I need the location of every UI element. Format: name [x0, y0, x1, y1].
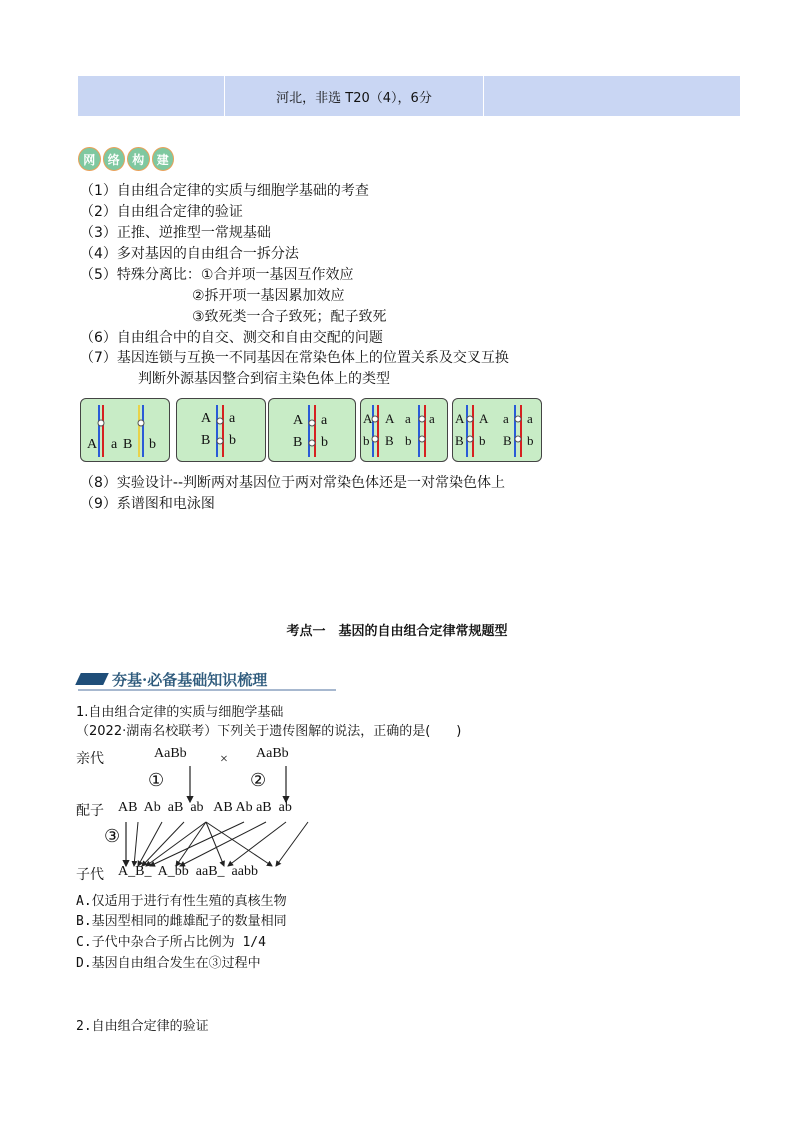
- question-stem: （2022·湖南名校联考）下列关于遗传图解的说法，正确的是( ): [76, 724, 462, 739]
- cross-symbol: ×: [220, 752, 228, 767]
- outline-item: （3）正推、逆推型一常规基础: [80, 225, 271, 241]
- outline-item: （5）特殊分离比：①合并项一基因互作效应: [80, 267, 354, 283]
- allele-label: a: [229, 411, 236, 426]
- option-b: B.基因型相同的雌雄配子的数量相同: [76, 914, 287, 929]
- outline-item: （8）实验设计--判断两对基因位于两对常染色体还是一对常染色体上: [80, 475, 506, 491]
- outline-item: （4）多对基因的自由组合一拆分法: [80, 246, 299, 262]
- genetic-diagram: [76, 744, 336, 884]
- allele-label: a: [111, 437, 118, 452]
- allele-label: a: [405, 411, 411, 426]
- step-3-label: ③: [104, 826, 121, 846]
- allele-label: A: [201, 411, 212, 426]
- chromosome-box: [452, 398, 542, 462]
- allele-label: b: [405, 433, 412, 448]
- outline-item: （7）基因连锁与互换一不同基因在常染色体上的位置关系及交叉互换: [80, 350, 509, 366]
- chromosome-drawing: [361, 399, 447, 461]
- allele-label: A: [87, 437, 98, 452]
- allele-label: a: [429, 411, 435, 426]
- chromosome-drawing: [269, 399, 355, 461]
- badge-char: 构: [127, 147, 150, 171]
- option-c: C.子代中杂合子所占比例为 1/4: [76, 935, 266, 950]
- allele-label: b: [527, 433, 534, 448]
- allele-label: A: [363, 411, 373, 426]
- next-heading: 2.自由组合定律的验证: [76, 1019, 209, 1034]
- badge-char: 络: [103, 147, 126, 171]
- header-cell-left: [78, 76, 225, 116]
- allele-label: b: [479, 433, 486, 448]
- section-title: 考点一 基因的自由组合定律常规题型: [286, 624, 508, 639]
- outline-item: 判断外源基因整合到宿主染色体上的类型: [138, 371, 390, 387]
- allele-label: b: [321, 435, 328, 450]
- badge-char: 网: [78, 147, 101, 171]
- allele-label: B: [123, 437, 133, 452]
- allele-label: A: [455, 411, 465, 426]
- gamete-row-label: 配子: [76, 804, 104, 819]
- allele-label: A: [479, 411, 489, 426]
- chromosome-box: [268, 398, 356, 462]
- allele-label: a: [527, 411, 533, 426]
- outline-item: ②拆开项一基因累加效应: [192, 288, 345, 304]
- gamete-list: AB Ab aB ab AB Ab aB ab: [118, 800, 292, 815]
- chromosome-drawing: [177, 399, 265, 461]
- chromosome-drawing: [453, 399, 541, 461]
- parent1-genotype: AaBb: [154, 746, 187, 761]
- header-cell-center: 河北，非选 T20（4），6分: [225, 76, 484, 116]
- outline-item: （1）自由组合定律的实质与细胞学基础的考查: [80, 183, 369, 199]
- outline-item: ③致死类一合子致死；配子致死: [192, 309, 387, 325]
- outline-item: （9）系谱图和电泳图: [80, 496, 215, 512]
- chromosome-box: [360, 398, 448, 462]
- badge-char: 建: [152, 147, 175, 171]
- chromosome-box: [176, 398, 266, 462]
- parent2-genotype: AaBb: [256, 746, 289, 761]
- allele-label: b: [229, 433, 236, 448]
- allele-label: A: [293, 413, 304, 428]
- allele-label: B: [293, 435, 303, 450]
- section-banner: [78, 667, 336, 691]
- banner-bar: [75, 673, 109, 685]
- question-heading: 1.自由组合定律的实质与细胞学基础: [76, 705, 284, 720]
- step-1-label: ①: [148, 770, 165, 790]
- allele-label: B: [455, 433, 464, 448]
- allele-label: a: [503, 411, 509, 426]
- outline-item: （2）自由组合定律的验证: [80, 204, 243, 220]
- network-badge: [78, 147, 174, 171]
- offspring-row-label: 子代: [76, 868, 104, 883]
- allele-label: B: [503, 433, 512, 448]
- step-2-label: ②: [250, 770, 267, 790]
- allele-label: B: [201, 433, 211, 448]
- option-d: D.基因自由组合发生在③过程中: [76, 956, 261, 971]
- banner-underline: [78, 689, 336, 691]
- allele-label: b: [363, 433, 370, 448]
- allele-label: b: [149, 437, 156, 452]
- chromosome-box: [80, 398, 170, 462]
- banner-title: 夯基·必备基础知识梳理: [112, 671, 268, 689]
- outline-item: （6）自由组合中的自交、测交和自由交配的问题: [80, 330, 383, 346]
- allele-label: B: [385, 433, 394, 448]
- offspring-list: A_B_ A_bb aaB_ aabb: [118, 864, 258, 879]
- option-a: A.仅适用于进行有性生殖的真核生物: [76, 894, 287, 909]
- parent-row-label: 亲代: [76, 752, 104, 767]
- header-cell-right: [484, 76, 740, 116]
- allele-label: A: [385, 411, 395, 426]
- allele-label: a: [321, 413, 328, 428]
- header-table: [78, 76, 740, 116]
- chromosome-figure: [80, 398, 542, 462]
